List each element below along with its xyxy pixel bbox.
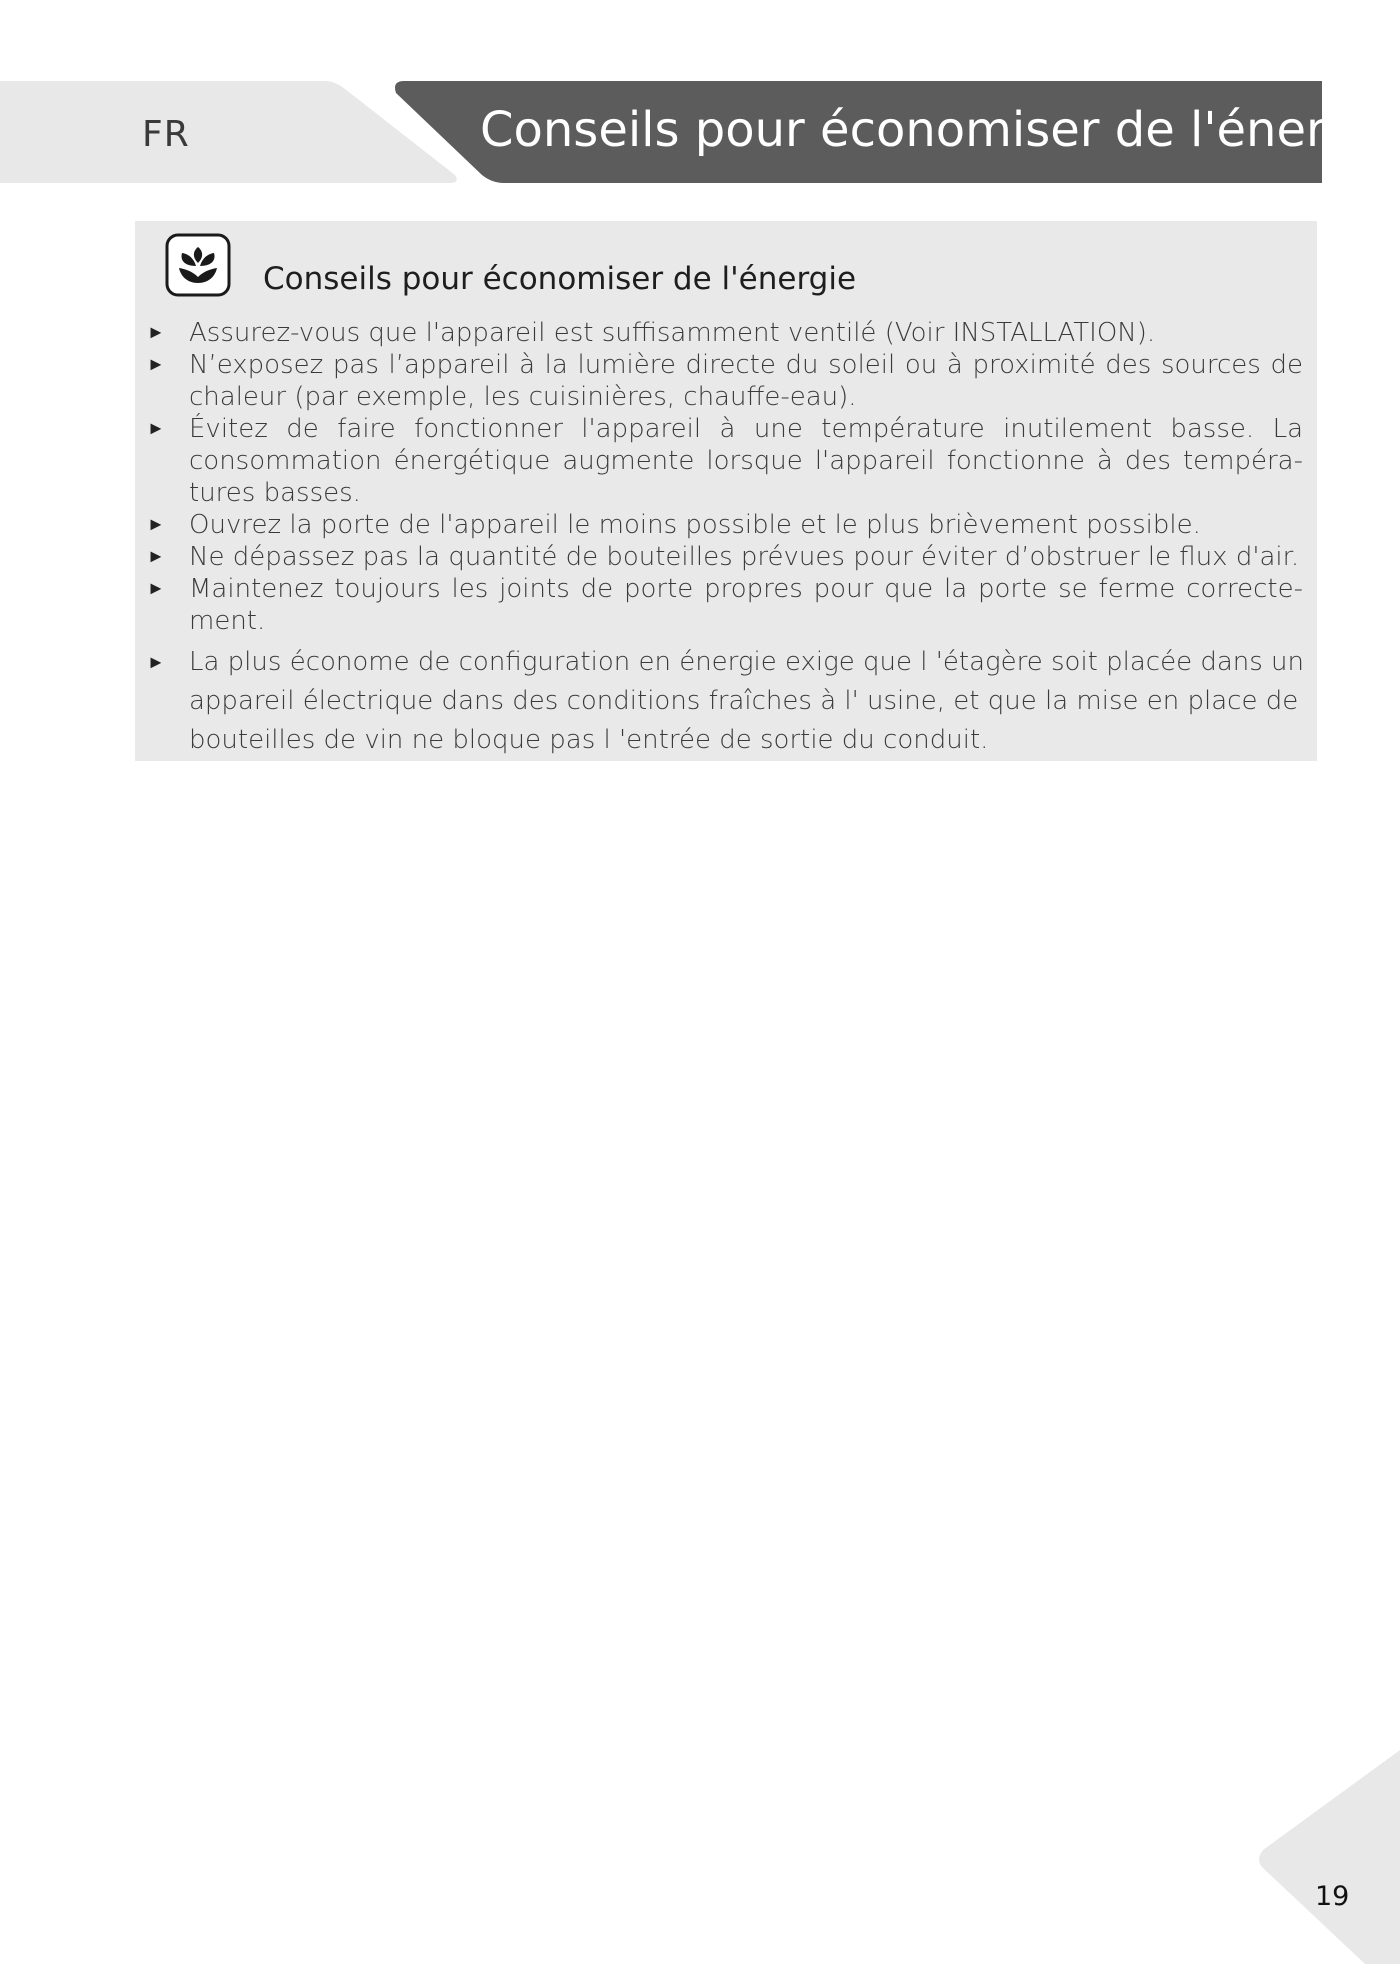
- tip-text: Assurez-vous que l'appareil est suffisamment ventilé (Voir INSTALLATION).: [189, 318, 1156, 348]
- bullet-arrow-icon: ►: [147, 514, 165, 535]
- bullet-arrow-icon: ►: [147, 652, 165, 673]
- list-item: [145, 349, 1303, 413]
- bullet-arrow-icon: ►: [147, 578, 165, 599]
- page-corner-tab: [1255, 1750, 1400, 1964]
- list-item: [145, 509, 1303, 541]
- list-item: [145, 317, 1303, 349]
- tip-text: Ouvrez la porte de l'appareil le moins possible et le plus brièvement possible.: [189, 510, 1201, 540]
- bullet-arrow-icon: ►: [147, 418, 165, 439]
- list-item: [145, 541, 1303, 573]
- tip-text: N’exposez pas l’appareil à la lumière directe du soleil ou à proximité des sources de chaleur (par exemple, les cuisinières, chauffe-eau).: [189, 350, 1303, 412]
- header-language-band: [0, 81, 460, 183]
- tip-text: Évitez de faire fonctionner l'appareil à une température inutilement basse. La consommation énergétique augmente lorsque l'appareil fonctionne à des tempéra-tures basses.: [189, 414, 1303, 508]
- page-title: Conseils pour économiser de l'énergie: [480, 102, 1399, 158]
- list-item: [145, 573, 1303, 637]
- leaf-energy-icon: [165, 233, 231, 297]
- bullet-arrow-icon: ►: [147, 354, 165, 375]
- page-number: 19: [1315, 1881, 1350, 1912]
- bullet-arrow-icon: ►: [147, 322, 165, 343]
- list-item: [145, 413, 1303, 509]
- bullet-arrow-icon: ►: [147, 546, 165, 567]
- tip-text: La plus économe de configuration en énergie exige que l 'étagère soit placée dans un appareil électrique dans des conditions fraîches à l' usine, et que la mise en place de bouteilles de vin ne bloque pas l 'entrée de sortie du conduit.: [189, 647, 1305, 755]
- tip-text: Ne dépassez pas la quantité de bouteilles prévues pour éviter d’obstruer le flux d'air.: [189, 542, 1300, 572]
- panel-title: Conseils pour économiser de l'énergie: [263, 261, 857, 297]
- language-label: FR: [142, 114, 190, 155]
- energy-tips-list: [145, 317, 1303, 760]
- tip-text: Maintenez toujours les joints de porte propres pour que la porte se ferme correcte-ment.: [189, 574, 1303, 636]
- list-item: [145, 643, 1364, 760]
- energy-tips-panel: [135, 221, 1317, 761]
